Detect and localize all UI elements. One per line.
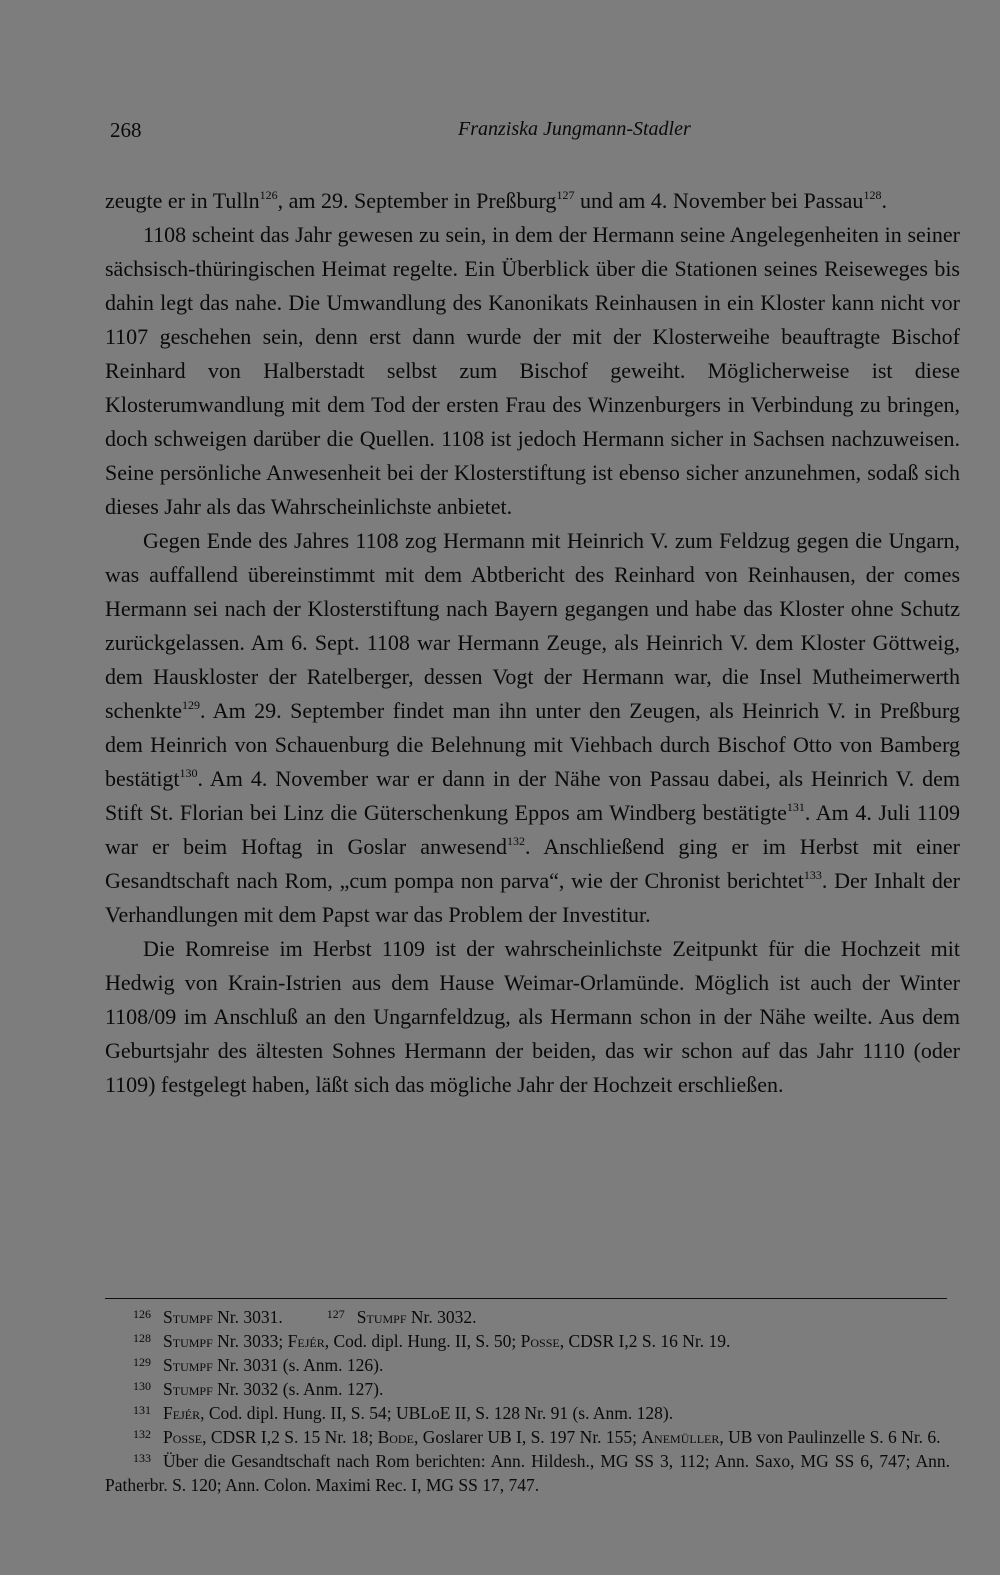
footnote-text: , CDSR I,2 S. 15 Nr. 18;: [202, 1427, 378, 1447]
text-run: , am 29. September in Preßburg: [277, 188, 557, 213]
footnote-line: 126 Stumpf Nr. 3031. 127 Stumpf Nr. 3032.: [133, 1307, 477, 1327]
footnote-text: Nr. 3033;: [212, 1331, 288, 1351]
footnote-text: Nr. 3032 (s. Anm. 127).: [212, 1379, 384, 1399]
body-text: [105, 184, 960, 1102]
footnote-ref: 131: [786, 800, 805, 814]
paragraph-2: 1108 scheint das Jahr gewesen zu sein, in dem der Hermann seine Angelegenheiten in seiner sächsisch-thüringischen Heimat regelte. Ein Überblick über die Stationen seines Reiseweges bis dahin legt das nahe. Die Umwandlung des Kanonikats Reinhausen in ein Kloster kann nicht vor 1107 geschehen sein, denn erst dann wurde der mit der Klosterweihe beauftragte Bischof Reinhard von Halberstadt selbst zum Bischof geweiht. Möglicherweise ist diese Klosterumwandlung mit dem Tod der ersten Frau des Winzenburgers in Verbindung zu bringen, doch schweigen darüber die Quellen. 1108 ist jedoch Hermann sicher in Sachsen nachzuweisen. Seine persönliche Anwesenheit bei der Klosterstiftung ist ebenso sicher anzunehmen, sodaß sich dieses Jahr als das Wahrscheinlichste anbietet.: [105, 222, 960, 519]
paragraph-1: [105, 184, 960, 218]
footnote-author: Stumpf: [356, 1307, 407, 1327]
footnote-author: Stumpf: [163, 1307, 213, 1327]
text-run: Gegen Ende des Jahres 1108 zog Hermann mit Heinrich V. zum Feldzug gegen die Ungarn, was auffallend übereinstimmt mit dem Abtbericht des Reinhard von Reinhausen, der comes Hermann sei nach der Klosterstiftung nach Bayern gegangen und habe das Kloster ohne Schutz zurückgelassen. Am 6. Sept. 1108 war Hermann Zeuge, als Heinrich V. dem Kloster Göttweig, dem Hauskloster der Ratelberger, dessen Vogt der Hermann war, die Insel Mutheimerwerth schenkte: [105, 528, 960, 723]
footnote-line: 128 Stumpf Nr. 3033; Fejér, Cod. dipl. Hung. II, S. 50; Posse, CDSR I,2 S. 16 Nr. 19.: [133, 1331, 731, 1351]
text-run: .: [881, 188, 887, 213]
footnote-divider: [105, 1298, 947, 1299]
text-run: zeugte er in Tulln: [105, 188, 260, 213]
text-run: und am 4. November bei Passau: [574, 188, 864, 213]
footnote-line: 130 Stumpf Nr. 3032 (s. Anm. 127).: [133, 1379, 384, 1399]
text-run: . Der Inhalt der Verhandlungen mit dem Papst war das Problem der Investitur.: [105, 868, 960, 927]
footnote-author: Posse: [163, 1427, 203, 1447]
footnote-author: Stumpf: [163, 1331, 213, 1351]
footnote-ref: 133: [803, 868, 822, 882]
footnotes: [105, 1305, 950, 1497]
footnote-author: Stumpf: [163, 1355, 213, 1375]
running-title: Franziska Jungmann-Stadler: [458, 118, 691, 140]
footnote-text: Nr. 3031 (s. Anm. 126).: [212, 1355, 384, 1375]
footnote-author: Posse: [520, 1331, 560, 1351]
text-run: . Am 4. November war er dann in der Nähe von Passau dabei, als Heinrich V. dem Stift St. Florian bei Linz die Güterschenkung Eppos am Windberg bestätigte: [105, 766, 960, 825]
footnote-line: 133 Über die Gesandtschaft nach Rom berichten: Ann. Hildesh., MG SS 3, 112; Ann. Saxo, MG SS 6, 747; Ann. Patherbr. S. 120; Ann. Colon. Maximi Rec. I, MG SS 17, 747.: [105, 1451, 950, 1495]
footnote-ref: 127: [556, 188, 575, 202]
footnote-line: 132 Posse, CDSR I,2 S. 15 Nr. 18; Bode, Goslarer UB I, S. 197 Nr. 155; Anemüller, UB von Paulinzelle S. 6 Nr. 6.: [133, 1427, 941, 1447]
footnote-ref: 132: [506, 834, 525, 848]
footnote-text: , Goslarer UB I, S. 197 Nr. 155;: [413, 1427, 642, 1447]
footnote-text: , Cod. dipl. Hung. II, S. 54; UBLoE II, S. 128 Nr. 91 (s. Anm. 128).: [200, 1403, 674, 1423]
footnote-text: Nr. 3031.: [212, 1307, 283, 1327]
footnote-author: Anemüller: [641, 1427, 720, 1447]
footnote-text: , Cod. dipl. Hung. II, S. 50;: [324, 1331, 521, 1351]
footnote-ref: 126: [259, 188, 278, 202]
footnote-ref: 129: [181, 698, 200, 712]
footnote-line: 129 Stumpf Nr. 3031 (s. Anm. 126).: [133, 1355, 384, 1375]
footnote-ref: 128: [863, 188, 882, 202]
footnote-text: , CDSR I,2 S. 16 Nr. 19.: [559, 1331, 731, 1351]
footnote-author: Fejér: [163, 1403, 201, 1423]
text-run: . Anschließend ging er im Herbst mit einer Gesandtschaft nach Rom, „cum pompa non parva“, wie der Chronist berichtet: [105, 834, 960, 893]
text-run: . Am 4. Juli 1109 war er beim Hoftag in Goslar anwesend: [105, 800, 960, 859]
text-run: . Am 29. September findet man ihn unter den Zeugen, als Heinrich V. in Preßburg dem Heinrich von Schauenburg die Belehnung mit Viehbach durch Bischof Otto von Bamberg bestätigt: [105, 698, 960, 791]
footnote-author: Bode: [377, 1427, 414, 1447]
footnote-author: Fejér: [287, 1331, 325, 1351]
paragraph-3: [105, 524, 960, 932]
footnote-text: Nr. 3032.: [406, 1307, 477, 1327]
page-number: 268: [110, 118, 142, 142]
footnote-text: Über die Gesandtschaft nach Rom berichten: Ann. Hildesh., MG SS 3, 112; Ann. Saxo, MG SS 6, 747; Ann. Patherbr. S. 120; Ann. Colon. Maximi Rec. I, MG SS 17, 747.: [105, 1451, 950, 1495]
footnote-author: Stumpf: [163, 1379, 213, 1399]
footnote-ref: 130: [179, 766, 198, 780]
page-header: [110, 118, 710, 148]
footnote-line: 131 Fejér, Cod. dipl. Hung. II, S. 54; UBLoE II, S. 128 Nr. 91 (s. Anm. 128).: [133, 1403, 674, 1423]
paragraph-4: Die Romreise im Herbst 1109 ist der wahrscheinlichste Zeitpunkt für die Hochzeit mit Hedwig von Krain-Istrien aus dem Hause Weimar-Orlamünde. Möglich ist auch der Winter 1108/09 im Anschluß an den Ungarnfeldzug, als Hermann schon in der Nähe weilte. Aus dem Geburtsjahr des ältesten Sohnes Hermann der beiden, das wir schon auf das Jahr 1110 (oder 1109) festgelegt haben, läßt sich das mögliche Jahr der Hochzeit erschließen.: [105, 936, 960, 1097]
footnote-text: , UB von Paulinzelle S. 6 Nr. 6.: [719, 1427, 941, 1447]
